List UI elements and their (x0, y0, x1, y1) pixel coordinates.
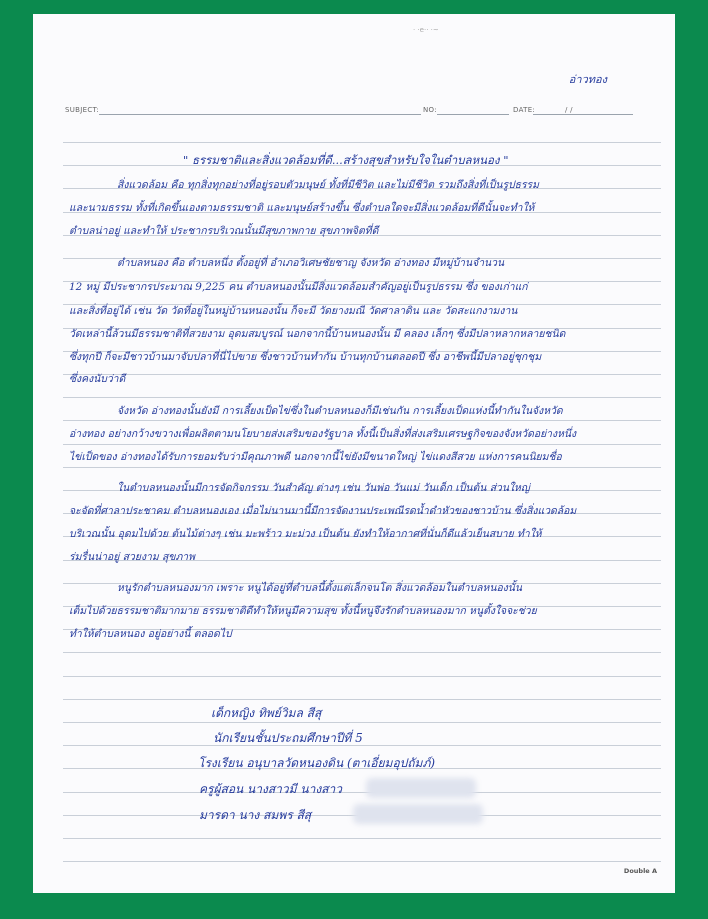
ruled-line (63, 467, 661, 468)
essay-line: หนูรักตำบลหนองมาก เพราะ หนูได้อยู่ที่ตำบลนี้ตั้งแต่เล็กจนโต สิ่งแวดล้อมในตำบลหนองนั้น (117, 582, 523, 594)
essay-line: สิ่งแวดล้อม คือ ทุกสิ่งทุกอย่างที่อยู่รอบตัวมนุษย์ ทั้งที่มีชีวิต และไม่มีชีวิต รวมถึงสิ่งที่เป็นรูปธรรม (117, 179, 539, 191)
parent-label: มารดา นาง สมพร สีสุ (199, 808, 312, 822)
notebook-page (33, 14, 675, 893)
ruled-line (63, 699, 661, 700)
ruled-line (63, 838, 661, 839)
subject-label: SUBJECT: (65, 106, 100, 114)
essay-line: บริเวณนั้น อุดมไปด้วย ต้นไม้ต่างๆ เช่น มะพร้าว มะม่วง เป็นต้น ยังทำให้อากาศที่นั่นก็ดีแล้วเย็นสบาย ทำให้ (69, 528, 542, 540)
essay-line: จะจัดที่ศาลาประชาคม ตำบลหนองเอง เมื่อไม่นานมานี้มีการจัดงานประเพณีรดน้ำดำหัวของชาวบ้าน ซึ่งสิ่งแวดล้อม (69, 505, 577, 517)
redacted-teacher-name (366, 778, 476, 798)
ruled-line (63, 142, 661, 143)
ruled-line (63, 652, 661, 653)
essay-line: ร่มรื่นน่าอยู่ สวยงาม สุขภาพ (69, 551, 195, 563)
essay-line: ซึ่งคงนับว่าดี (69, 373, 126, 385)
ruled-line (63, 397, 661, 398)
essay-line: วัดเหล่านี้ล้วนมีธรรมชาติที่สวยงาม อุดมสมบูรณ์ นอกจากนี้บ้านหนองนั้น มี คลอง เล็กๆ ซึ่งมีปลาหลากหลายชนิด (69, 328, 566, 340)
essay-line: และสิ่งที่อยู่ได้ เช่น วัด วัดที่อยู่ในหมู่บ้านหนองนั้น ก็จะมี วัดยางมณี วัดศาลาดิน และ วัดสะแกงามงาน (69, 305, 518, 317)
teacher-label: ครูผู้สอน นางสาวมี นางสาว (199, 782, 342, 796)
essay-line: อ่างทอง อย่างกว้างขวางเพื่อผลิตตามนโยบายส่งเสริมของรัฐบาล ทั้งนี้เป็นสิ่งที่ส่งเสริมเศรษฐกิจของจังหวัดอย่างหนึ่ง (69, 428, 577, 440)
essay-line: ซึ่งทุกปี ก็จะมีชาวบ้านมาจับปลาที่นี่ไปขาย ซึ่งชาวบ้านทำกัน บ้านทุกบ้านตลอดปี ซึ่ง อาชีพนี้มีปลาอยู่ชุกชุม (69, 351, 542, 363)
ruled-line (63, 444, 661, 445)
school-name: โรงเรียน อนุบาลวัดหนองดิน (ตาเอี่ยมอุปถัมภ์) (198, 756, 436, 770)
subject-line (99, 114, 421, 115)
essay-line: ตำบลน่าอยู่ และทำให้ ประชากรบริเวณนั้นมีสุขภาพกาย สุขภาพจิตที่ดี (69, 225, 379, 237)
ruled-line (63, 420, 661, 421)
essay-line: ไข่เป็ดของ อ่างทองได้รับการยอมรับว่ามีคุณภาพดี นอกจากนี้ไข่ยังมีขนาดใหญ่ ไข่แดงสีสวย แห่งการคนนิยมชื่อ (69, 451, 562, 463)
paper-brand: Double A (623, 867, 657, 875)
essay-title: " ธรรมชาติและสิ่งแวดล้อมที่ดี...สร้างสุขสำหรับใจในตำบลหนอง " (183, 153, 509, 167)
essay-line: 12 หมู่ มีประชากรประมาณ 9,225 คน ตำบลหนองนั้นมีสิ่งแวดล้อมสำคัญอยู่เป็นรูปธรรม ซึ่ง ของเก่าแก่ (69, 281, 528, 293)
date-line (533, 114, 633, 115)
ruled-line (63, 792, 661, 793)
redacted-parent-name (353, 804, 483, 824)
student-grade: นักเรียนชั้นประถมศึกษาปีที่ 5 (213, 731, 363, 745)
student-name: เด็กหญิง ทิพย์วิมล สีสุ (211, 706, 322, 720)
essay-line: ในตำบลหนองนั้นมีการจัดกิจกรรม วันสำคัญ ต่างๆ เช่น วันพ่อ วันแม่ วันเด็ก เป็นต้น ส่วนใหญ่ (117, 482, 530, 494)
essay-line: ทำให้ตำบลหนอง อยู่อย่างนี้ ตลอดไป (69, 628, 232, 640)
ruled-line (63, 861, 661, 862)
no-label: NO: (423, 106, 437, 114)
essay-line: และนามธรรม ทั้งที่เกิดขึ้นเองตามธรรมชาติ และมนุษย์สร้างขึ้น ซึ่งตำบลใดจะมีสิ่งแวดล้อมที่ดีนั้นจะทำให้ (69, 202, 535, 214)
date-label: DATE: (513, 106, 536, 114)
ruled-line (63, 676, 661, 677)
date-slashes: / / (565, 106, 573, 114)
ruled-line (63, 722, 661, 723)
essay-line: ตำบลหนอง คือ ตำบลหนึ่ง ตั้งอยู่ที่ อำเภอวิเศษชัยชาญ จังหวัด อ่างทอง มีหมู่บ้านจำนวน (117, 257, 505, 269)
essay-line: เต็มไปด้วยธรรมชาติมากมาย ธรรมชาติดีทำให้หนูมีความสุข ทั้งนี้หนูจึงรักตำบลหนองมาก หนูตั้งใจจะช่วย (69, 605, 537, 617)
essay-line: จังหวัด อ่างทองนั้นยังมี การเลี้ยงเป็ดไข่ซึ่งในตำบลหนองก็มีเช่นกัน การเลี้ยงเป็ดแห่งนี้ทำกันในจังหวัด (117, 405, 563, 417)
top-mark: · ·e·· ·~ (413, 26, 439, 34)
corner-note: อ่าวทอง (568, 73, 607, 86)
ruled-line (63, 374, 661, 375)
no-line (437, 114, 509, 115)
